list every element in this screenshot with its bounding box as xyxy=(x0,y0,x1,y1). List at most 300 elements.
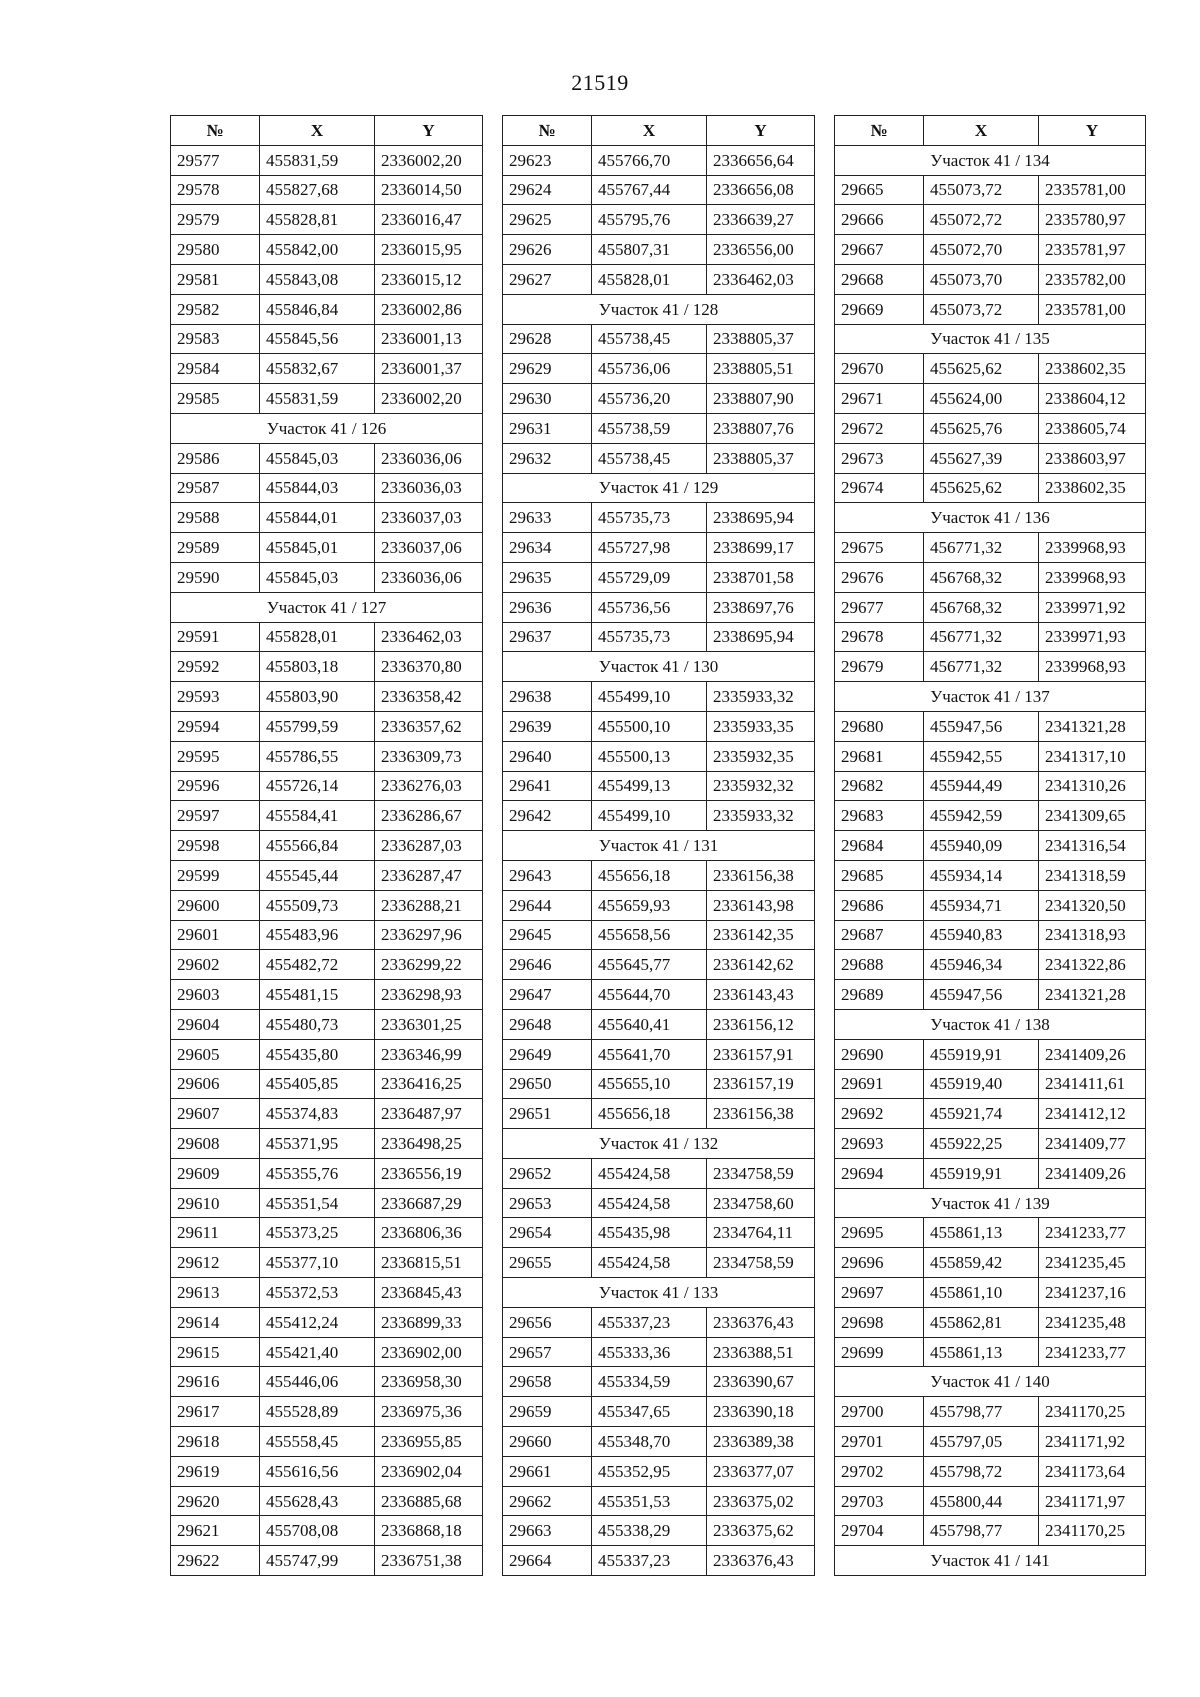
point-number-cell: 29657 xyxy=(503,1337,592,1367)
y-coordinate-cell: 2339971,92 xyxy=(1039,592,1146,622)
y-coordinate-cell: 2336958,30 xyxy=(375,1367,483,1397)
y-coordinate-cell: 2341171,92 xyxy=(1039,1427,1146,1457)
y-coordinate-cell: 2341322,86 xyxy=(1039,950,1146,980)
table-row xyxy=(171,890,483,920)
point-number-cell: 29668 xyxy=(835,264,924,294)
x-coordinate-cell: 455405,85 xyxy=(260,1069,375,1099)
table-row xyxy=(503,801,815,831)
table-row xyxy=(171,533,483,563)
y-coordinate-cell: 2341317,10 xyxy=(1039,741,1146,771)
point-number-cell: 29653 xyxy=(503,1188,592,1218)
y-coordinate-cell: 2336143,43 xyxy=(707,980,815,1010)
x-coordinate-cell: 455738,59 xyxy=(592,413,707,443)
table-row xyxy=(503,413,815,443)
table-row xyxy=(835,801,1146,831)
point-number-cell: 29577 xyxy=(171,145,260,175)
table-row xyxy=(503,860,815,890)
section-label: Участок 41 / 141 xyxy=(835,1546,1146,1576)
header-x: X xyxy=(592,116,707,146)
y-coordinate-cell: 2334758,59 xyxy=(707,1158,815,1188)
x-coordinate-cell: 455624,00 xyxy=(924,384,1039,414)
y-coordinate-cell: 2336001,37 xyxy=(375,354,483,384)
y-coordinate-cell: 2336656,64 xyxy=(707,145,815,175)
table-row xyxy=(171,1158,483,1188)
x-coordinate-cell: 455845,03 xyxy=(260,562,375,592)
x-coordinate-cell: 455435,98 xyxy=(592,1218,707,1248)
table-row xyxy=(171,741,483,771)
x-coordinate-cell: 455480,73 xyxy=(260,1009,375,1039)
point-number-cell: 29641 xyxy=(503,771,592,801)
point-number-cell: 29663 xyxy=(503,1516,592,1546)
point-number-cell: 29619 xyxy=(171,1456,260,1486)
y-coordinate-cell: 2336157,91 xyxy=(707,1039,815,1069)
point-number-cell: 29696 xyxy=(835,1248,924,1278)
x-coordinate-cell: 455337,23 xyxy=(592,1307,707,1337)
table-row xyxy=(503,622,815,652)
point-number-cell: 29615 xyxy=(171,1337,260,1367)
x-coordinate-cell: 455338,29 xyxy=(592,1516,707,1546)
point-number-cell: 29701 xyxy=(835,1427,924,1457)
table-row xyxy=(835,1218,1146,1248)
section-label: Участок 41 / 139 xyxy=(835,1188,1146,1218)
point-number-cell: 29685 xyxy=(835,860,924,890)
point-number-cell: 29592 xyxy=(171,652,260,682)
table-header-row xyxy=(171,116,483,146)
y-coordinate-cell: 2338805,51 xyxy=(707,354,815,384)
point-number-cell: 29616 xyxy=(171,1367,260,1397)
table-row xyxy=(171,1427,483,1457)
table-row xyxy=(835,950,1146,980)
y-coordinate-cell: 2336298,93 xyxy=(375,980,483,1010)
y-coordinate-cell: 2335933,35 xyxy=(707,711,815,741)
x-coordinate-cell: 455944,49 xyxy=(924,771,1039,801)
x-coordinate-cell: 455500,10 xyxy=(592,711,707,741)
y-coordinate-cell: 2335933,32 xyxy=(707,801,815,831)
x-coordinate-cell: 455827,68 xyxy=(260,175,375,205)
section-row xyxy=(835,503,1146,533)
x-coordinate-cell: 455627,39 xyxy=(924,443,1039,473)
section-row xyxy=(503,652,815,682)
table-row xyxy=(171,831,483,861)
table-row xyxy=(503,1069,815,1099)
x-coordinate-cell: 455947,56 xyxy=(924,711,1039,741)
table-row xyxy=(503,950,815,980)
section-label: Участок 41 / 140 xyxy=(835,1367,1146,1397)
y-coordinate-cell: 2336902,04 xyxy=(375,1456,483,1486)
table-row xyxy=(835,771,1146,801)
x-coordinate-cell: 455337,23 xyxy=(592,1546,707,1576)
table-row xyxy=(503,771,815,801)
point-number-cell: 29607 xyxy=(171,1099,260,1129)
point-number-cell: 29671 xyxy=(835,384,924,414)
y-coordinate-cell: 2336902,00 xyxy=(375,1337,483,1367)
x-coordinate-cell: 455845,03 xyxy=(260,443,375,473)
point-number-cell: 29633 xyxy=(503,503,592,533)
y-coordinate-cell: 2334758,59 xyxy=(707,1248,815,1278)
y-coordinate-cell: 2335932,35 xyxy=(707,741,815,771)
point-number-cell: 29652 xyxy=(503,1158,592,1188)
y-coordinate-cell: 2338605,74 xyxy=(1039,413,1146,443)
y-coordinate-cell: 2341310,26 xyxy=(1039,771,1146,801)
page-number: 21519 xyxy=(571,70,629,95)
point-number-cell: 29580 xyxy=(171,235,260,265)
point-number-cell: 29672 xyxy=(835,413,924,443)
x-coordinate-cell: 455736,20 xyxy=(592,384,707,414)
table-row xyxy=(503,235,815,265)
point-number-cell: 29678 xyxy=(835,622,924,652)
table-row xyxy=(503,1039,815,1069)
x-coordinate-cell: 455374,83 xyxy=(260,1099,375,1129)
point-number-cell: 29690 xyxy=(835,1039,924,1069)
point-number-cell: 29650 xyxy=(503,1069,592,1099)
x-coordinate-cell: 455641,70 xyxy=(592,1039,707,1069)
point-number-cell: 29593 xyxy=(171,682,260,712)
y-coordinate-cell: 2336016,47 xyxy=(375,205,483,235)
table-row xyxy=(171,324,483,354)
table-row xyxy=(835,1069,1146,1099)
x-coordinate-cell: 455500,13 xyxy=(592,741,707,771)
x-coordinate-cell: 455846,84 xyxy=(260,294,375,324)
x-coordinate-cell: 455073,72 xyxy=(924,294,1039,324)
table-row xyxy=(503,264,815,294)
x-coordinate-cell: 455766,70 xyxy=(592,145,707,175)
table-row xyxy=(171,711,483,741)
point-number-cell: 29638 xyxy=(503,682,592,712)
x-coordinate-cell: 455334,59 xyxy=(592,1367,707,1397)
x-coordinate-cell: 455738,45 xyxy=(592,324,707,354)
point-number-cell: 29603 xyxy=(171,980,260,1010)
table-row xyxy=(503,1397,815,1427)
y-coordinate-cell: 2336899,33 xyxy=(375,1307,483,1337)
y-coordinate-cell: 2336015,95 xyxy=(375,235,483,265)
table-row xyxy=(835,473,1146,503)
x-coordinate-cell: 455795,76 xyxy=(592,205,707,235)
section-label: Участок 41 / 130 xyxy=(503,652,815,682)
x-coordinate-cell: 455640,41 xyxy=(592,1009,707,1039)
table-row xyxy=(835,235,1146,265)
x-coordinate-cell: 455727,98 xyxy=(592,533,707,563)
point-number-cell: 29703 xyxy=(835,1486,924,1516)
point-number-cell: 29632 xyxy=(503,443,592,473)
y-coordinate-cell: 2336868,18 xyxy=(375,1516,483,1546)
point-number-cell: 29586 xyxy=(171,443,260,473)
y-coordinate-cell: 2336687,29 xyxy=(375,1188,483,1218)
point-number-cell: 29658 xyxy=(503,1367,592,1397)
y-coordinate-cell: 2338602,35 xyxy=(1039,354,1146,384)
x-coordinate-cell: 456771,32 xyxy=(924,652,1039,682)
section-row xyxy=(835,1188,1146,1218)
table-row xyxy=(171,1099,483,1129)
x-coordinate-cell: 456771,32 xyxy=(924,622,1039,652)
point-number-cell: 29656 xyxy=(503,1307,592,1337)
y-coordinate-cell: 2336014,50 xyxy=(375,175,483,205)
section-row xyxy=(503,1278,815,1308)
point-number-cell: 29688 xyxy=(835,950,924,980)
table-row xyxy=(503,980,815,1010)
table-row xyxy=(171,294,483,324)
x-coordinate-cell: 455348,70 xyxy=(592,1427,707,1457)
x-coordinate-cell: 455803,90 xyxy=(260,682,375,712)
x-coordinate-cell: 455767,44 xyxy=(592,175,707,205)
point-number-cell: 29579 xyxy=(171,205,260,235)
x-coordinate-cell: 455729,09 xyxy=(592,562,707,592)
point-number-cell: 29617 xyxy=(171,1397,260,1427)
point-number-cell: 29693 xyxy=(835,1129,924,1159)
header-y: Y xyxy=(1039,116,1146,146)
y-coordinate-cell: 2335932,32 xyxy=(707,771,815,801)
x-coordinate-cell: 455499,10 xyxy=(592,801,707,831)
table-row xyxy=(171,1278,483,1308)
x-coordinate-cell: 455482,72 xyxy=(260,950,375,980)
point-number-cell: 29623 xyxy=(503,145,592,175)
y-coordinate-cell: 2336142,62 xyxy=(707,950,815,980)
x-coordinate-cell: 455545,44 xyxy=(260,860,375,890)
coordinate-table-1 xyxy=(170,115,483,1576)
x-coordinate-cell: 455499,13 xyxy=(592,771,707,801)
y-coordinate-cell: 2336002,86 xyxy=(375,294,483,324)
point-number-cell: 29594 xyxy=(171,711,260,741)
table-row xyxy=(503,443,815,473)
y-coordinate-cell: 2336276,03 xyxy=(375,771,483,801)
table-row xyxy=(503,145,815,175)
point-number-cell: 29684 xyxy=(835,831,924,861)
point-number-cell: 29646 xyxy=(503,950,592,980)
y-coordinate-cell: 2335781,97 xyxy=(1039,235,1146,265)
header-number: № xyxy=(503,116,592,146)
table-row xyxy=(503,1307,815,1337)
section-row xyxy=(503,831,815,861)
y-coordinate-cell: 2341320,50 xyxy=(1039,890,1146,920)
point-number-cell: 29673 xyxy=(835,443,924,473)
x-coordinate-cell: 455831,59 xyxy=(260,384,375,414)
table-row xyxy=(835,741,1146,771)
y-coordinate-cell: 2336287,47 xyxy=(375,860,483,890)
table-row xyxy=(835,1427,1146,1457)
y-coordinate-cell: 2336377,07 xyxy=(707,1456,815,1486)
y-coordinate-cell: 2341409,26 xyxy=(1039,1039,1146,1069)
y-coordinate-cell: 2336462,03 xyxy=(707,264,815,294)
y-coordinate-cell: 2341235,45 xyxy=(1039,1248,1146,1278)
point-number-cell: 29625 xyxy=(503,205,592,235)
section-label: Участок 41 / 137 xyxy=(835,682,1146,712)
y-coordinate-cell: 2341237,16 xyxy=(1039,1278,1146,1308)
x-coordinate-cell: 455859,42 xyxy=(924,1248,1039,1278)
point-number-cell: 29631 xyxy=(503,413,592,443)
y-coordinate-cell: 2336955,85 xyxy=(375,1427,483,1457)
table-row xyxy=(503,1188,815,1218)
table-row xyxy=(171,1516,483,1546)
point-number-cell: 29605 xyxy=(171,1039,260,1069)
table-row xyxy=(171,1397,483,1427)
point-number-cell: 29643 xyxy=(503,860,592,890)
x-coordinate-cell: 455828,01 xyxy=(260,622,375,652)
x-coordinate-cell: 455861,10 xyxy=(924,1278,1039,1308)
point-number-cell: 29640 xyxy=(503,741,592,771)
x-coordinate-cell: 455797,05 xyxy=(924,1427,1039,1457)
x-coordinate-cell: 455736,06 xyxy=(592,354,707,384)
header-number: № xyxy=(171,116,260,146)
point-number-cell: 29695 xyxy=(835,1218,924,1248)
table-row xyxy=(835,980,1146,1010)
x-coordinate-cell: 455616,56 xyxy=(260,1456,375,1486)
point-number-cell: 29686 xyxy=(835,890,924,920)
table-row xyxy=(171,175,483,205)
x-coordinate-cell: 455655,10 xyxy=(592,1069,707,1099)
point-number-cell: 29578 xyxy=(171,175,260,205)
table-row xyxy=(835,920,1146,950)
x-coordinate-cell: 455803,18 xyxy=(260,652,375,682)
table-row xyxy=(171,1129,483,1159)
x-coordinate-cell: 455922,25 xyxy=(924,1129,1039,1159)
section-label: Участок 41 / 136 xyxy=(835,503,1146,533)
section-label: Участок 41 / 128 xyxy=(503,294,815,324)
x-coordinate-cell: 455861,13 xyxy=(924,1337,1039,1367)
x-coordinate-cell: 455073,70 xyxy=(924,264,1039,294)
x-coordinate-cell: 455934,14 xyxy=(924,860,1039,890)
y-coordinate-cell: 2341235,48 xyxy=(1039,1307,1146,1337)
table-row xyxy=(835,443,1146,473)
table-row xyxy=(503,503,815,533)
x-coordinate-cell: 455735,73 xyxy=(592,622,707,652)
x-coordinate-cell: 455625,62 xyxy=(924,354,1039,384)
table-row xyxy=(835,831,1146,861)
table-row xyxy=(171,801,483,831)
table-row xyxy=(503,1158,815,1188)
y-coordinate-cell: 2341412,12 xyxy=(1039,1099,1146,1129)
point-number-cell: 29601 xyxy=(171,920,260,950)
x-coordinate-cell: 455947,56 xyxy=(924,980,1039,1010)
y-coordinate-cell: 2336375,02 xyxy=(707,1486,815,1516)
y-coordinate-cell: 2336885,68 xyxy=(375,1486,483,1516)
table-header-row xyxy=(503,116,815,146)
table-row xyxy=(171,264,483,294)
point-number-cell: 29694 xyxy=(835,1158,924,1188)
table-row xyxy=(503,1427,815,1457)
x-coordinate-cell: 455658,56 xyxy=(592,920,707,950)
y-coordinate-cell: 2335781,00 xyxy=(1039,294,1146,324)
point-number-cell: 29589 xyxy=(171,533,260,563)
x-coordinate-cell: 455377,10 xyxy=(260,1248,375,1278)
x-coordinate-cell: 455072,72 xyxy=(924,205,1039,235)
y-coordinate-cell: 2336487,97 xyxy=(375,1099,483,1129)
y-coordinate-cell: 2336015,12 xyxy=(375,264,483,294)
y-coordinate-cell: 2336556,00 xyxy=(707,235,815,265)
y-coordinate-cell: 2341170,25 xyxy=(1039,1516,1146,1546)
y-coordinate-cell: 2336845,43 xyxy=(375,1278,483,1308)
y-coordinate-cell: 2339968,93 xyxy=(1039,652,1146,682)
table-row xyxy=(835,1129,1146,1159)
table-row xyxy=(503,205,815,235)
point-number-cell: 29581 xyxy=(171,264,260,294)
y-coordinate-cell: 2334764,11 xyxy=(707,1218,815,1248)
x-coordinate-cell: 455940,83 xyxy=(924,920,1039,950)
point-number-cell: 29629 xyxy=(503,354,592,384)
x-coordinate-cell: 455073,72 xyxy=(924,175,1039,205)
point-number-cell: 29702 xyxy=(835,1456,924,1486)
section-row xyxy=(503,1129,815,1159)
section-row xyxy=(171,413,483,443)
point-number-cell: 29660 xyxy=(503,1427,592,1457)
y-coordinate-cell: 2338603,97 xyxy=(1039,443,1146,473)
y-coordinate-cell: 2341411,61 xyxy=(1039,1069,1146,1099)
point-number-cell: 29598 xyxy=(171,831,260,861)
x-coordinate-cell: 455528,89 xyxy=(260,1397,375,1427)
section-label: Участок 41 / 132 xyxy=(503,1129,815,1159)
y-coordinate-cell: 2336346,99 xyxy=(375,1039,483,1069)
x-coordinate-cell: 455424,58 xyxy=(592,1188,707,1218)
table-row xyxy=(835,1099,1146,1129)
table-row xyxy=(503,920,815,950)
y-coordinate-cell: 2339968,93 xyxy=(1039,562,1146,592)
table-row xyxy=(835,860,1146,890)
y-coordinate-cell: 2341309,65 xyxy=(1039,801,1146,831)
table-row xyxy=(171,384,483,414)
table-row xyxy=(171,1188,483,1218)
y-coordinate-cell: 2336037,03 xyxy=(375,503,483,533)
y-coordinate-cell: 2336001,13 xyxy=(375,324,483,354)
y-coordinate-cell: 2341318,93 xyxy=(1039,920,1146,950)
table-row xyxy=(503,1218,815,1248)
table-row xyxy=(171,235,483,265)
point-number-cell: 29584 xyxy=(171,354,260,384)
header-x: X xyxy=(260,116,375,146)
point-number-cell: 29604 xyxy=(171,1009,260,1039)
x-coordinate-cell: 455942,59 xyxy=(924,801,1039,831)
point-number-cell: 29670 xyxy=(835,354,924,384)
y-coordinate-cell: 2336288,21 xyxy=(375,890,483,920)
x-coordinate-cell: 455831,59 xyxy=(260,145,375,175)
x-coordinate-cell: 455446,06 xyxy=(260,1367,375,1397)
point-number-cell: 29636 xyxy=(503,592,592,622)
section-row xyxy=(503,473,815,503)
table-row xyxy=(835,354,1146,384)
table-row xyxy=(171,860,483,890)
table-row xyxy=(835,711,1146,741)
table-row xyxy=(835,1158,1146,1188)
table-row xyxy=(171,771,483,801)
table-row xyxy=(503,1009,815,1039)
y-coordinate-cell: 2341409,77 xyxy=(1039,1129,1146,1159)
table-row xyxy=(171,205,483,235)
table-row xyxy=(835,562,1146,592)
table-row xyxy=(835,533,1146,563)
y-coordinate-cell: 2338695,94 xyxy=(707,622,815,652)
table-row xyxy=(171,1456,483,1486)
y-coordinate-cell: 2334758,60 xyxy=(707,1188,815,1218)
section-label: Участок 41 / 135 xyxy=(835,324,1146,354)
y-coordinate-cell: 2336389,38 xyxy=(707,1427,815,1457)
y-coordinate-cell: 2336416,25 xyxy=(375,1069,483,1099)
point-number-cell: 29591 xyxy=(171,622,260,652)
point-number-cell: 29597 xyxy=(171,801,260,831)
y-coordinate-cell: 2335781,00 xyxy=(1039,175,1146,205)
section-row xyxy=(171,592,483,622)
y-coordinate-cell: 2341171,97 xyxy=(1039,1486,1146,1516)
point-number-cell: 29682 xyxy=(835,771,924,801)
point-number-cell: 29677 xyxy=(835,592,924,622)
point-number-cell: 29602 xyxy=(171,950,260,980)
x-coordinate-cell: 455499,10 xyxy=(592,682,707,712)
y-coordinate-cell: 2338805,37 xyxy=(707,324,815,354)
point-number-cell: 29637 xyxy=(503,622,592,652)
point-number-cell: 29620 xyxy=(171,1486,260,1516)
table-row xyxy=(171,1307,483,1337)
table-row xyxy=(503,741,815,771)
point-number-cell: 29691 xyxy=(835,1069,924,1099)
x-coordinate-cell: 455566,84 xyxy=(260,831,375,861)
table-row xyxy=(171,652,483,682)
y-coordinate-cell: 2336156,12 xyxy=(707,1009,815,1039)
